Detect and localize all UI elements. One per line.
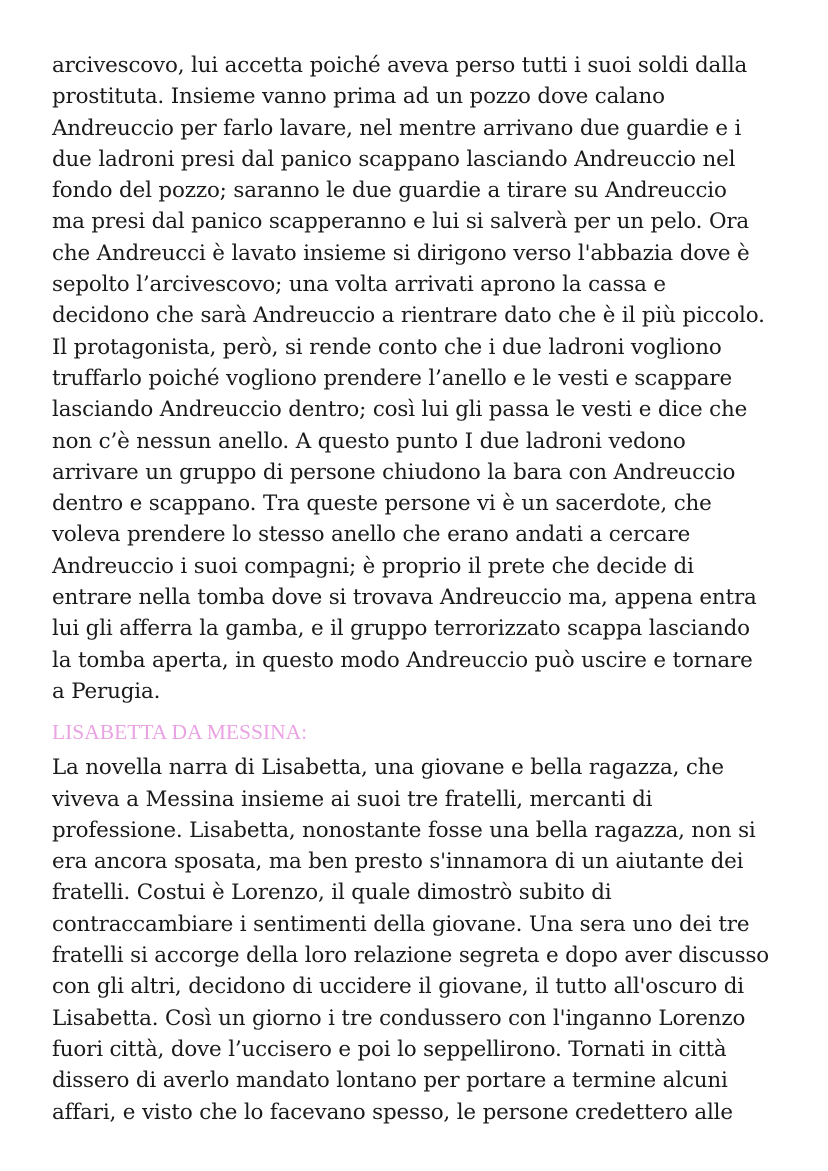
body-paragraph-lisabetta: La novella narra di Lisabetta, una giovane e bella ragazza, che viveva a Messina insieme ai suoi tre fratelli, mercanti di professione. Lisabetta, nonostante fosse una bella ragazza, non si era ancora sposata, ma ben presto s'innamora di un aiutante dei fratelli. Costui è Lorenzo, il quale dimostrò subito di contraccambiare i sentimenti della giovane. Una sera uno dei tre fratelli si accorge della loro relazione segreta e dopo aver discusso con gli altri, decidono di uccidere il giovane, il tutto all'oscuro di Lisabetta. Così un giorno i tre condussero con l'inganno Lorenzo fuori città, dove l’uccisero e poi lo seppellirono. Tornati in città dissero di averlo mandato lontano per portare a termine alcuni affari, e visto che lo facevano spesso, le persone credettero alle (52, 755, 770, 1125)
document-page (52, 50, 792, 1128)
section-heading: LISABETTA DA MESSINA: (52, 720, 308, 745)
body-paragraph-andreuccio: arcivescovo, lui accetta poiché aveva perso tutti i suoi soldi dalla prostituta. Insieme vanno prima ad un pozzo dove calano Andreuccio per farlo lavare, nel mentre arrivano due guardie e i due ladroni presi dal panico scappano lasciando Andreuccio nel fondo del pozzo; saranno le due guardie a tirare su Andreuccio ma presi dal panico scapperanno e lui si salverà per un pelo. Ora che Andreucci è lavato insieme si dirigono verso l'abbazia dove è sepolto l’arcivescovo; una volta arrivati aprono la cassa e decidono che sarà Andreuccio a rientrare dato che è il più piccolo. Il protagonista, però, si rende conto che i due ladroni vogliono truffarlo poiché vogliono prendere l’anello e le vesti e scappare lasciando Andreuccio dentro; così lui gli passa le vesti e dice che non c’è nessun anello. A questo punto I due ladroni vedono arrivare un gruppo di persone chiudono la bara con Andreuccio dentro e scappano. Tra queste persone vi è un sacerdote, che voleva prendere lo stesso anello che erano andati a cercare Andreuccio i suoi compagni; è proprio il prete che decide di entrare nella tomba dove si trovava Andreuccio ma, appena entra lui gli afferra la gamba, e il gruppo terrorizzato scappa lasciando la tomba aperta, in questo modo Andreuccio può uscire e tornare a Perugia. (52, 53, 765, 704)
